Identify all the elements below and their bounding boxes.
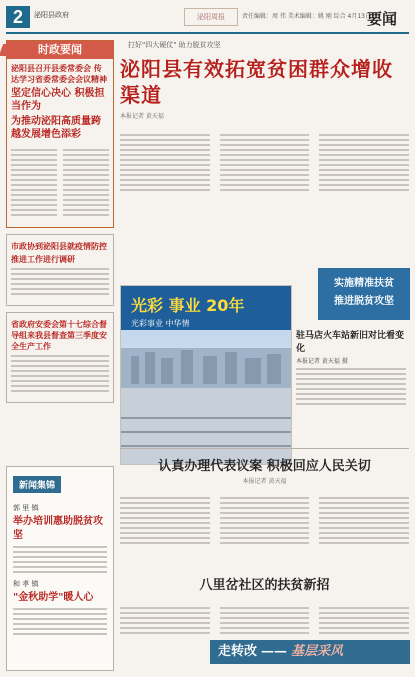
photo-caption: [296, 328, 406, 411]
lower2-title: 八里岔社区的扶贫新招: [199, 578, 330, 593]
cppcc-headline-2: 推进工作进行调研: [11, 255, 75, 264]
town-heading: 新闻集锦: [13, 476, 61, 493]
left-text-col-2: [63, 146, 109, 219]
left-column: [6, 40, 114, 466]
banner-title: 走转改: [218, 644, 258, 659]
article-byline: 本报记者 黄天福: [120, 113, 164, 120]
news-headline-1: 泌阳县召开县委常委会 传达学习省委常委会会议精神: [11, 64, 107, 84]
safety-headline: 省政府安委会第十七综合督导组来我县督查第三季度安全生产工作: [11, 320, 107, 351]
town-title-1: 举办培训惠助脱贫攻坚: [13, 516, 103, 541]
header-rule: [6, 32, 409, 34]
photo-subtitle-text: 光彩事业 中华情: [131, 319, 190, 328]
news-headline-2: 坚定信心决心 积极担当作为: [11, 88, 105, 112]
main-text-col-3: [319, 131, 409, 194]
issue-meta: 责任编辑：周 伟 美术编辑：姚 刚 综合 4月13日: [242, 13, 371, 20]
banner-dash: ——: [261, 644, 288, 659]
cppcc-headline-1: 市政协到泌阳县就疫情防控: [11, 242, 107, 251]
main-article: [120, 40, 409, 466]
caption-byline: 本报记者 黄天福 摄: [296, 358, 348, 365]
town-text-2: [13, 608, 107, 635]
left-text-col-1: [11, 146, 57, 219]
slogan-line-2: 推进脱贫攻坚: [334, 296, 394, 307]
article-headline: 泌阳县有效拓宽贫困群众增收渠道: [120, 57, 393, 107]
town-subheading-1: 郭 里 镇: [13, 504, 39, 512]
town-news-box: [6, 466, 114, 671]
slogan-box: [318, 268, 410, 320]
politics-news-box: [6, 40, 114, 228]
lower-text-col-3: [319, 494, 409, 547]
lower2-text-col-3: [319, 604, 409, 637]
railway-station-photo: [120, 285, 292, 465]
cppcc-news-box: [6, 234, 114, 306]
paper-logo: 泌阳周报: [184, 8, 238, 26]
left-text-columns: [11, 143, 109, 225]
main-text-col-1: [120, 131, 210, 194]
main-text-columns: [120, 128, 409, 200]
photo-illustration: [121, 286, 291, 464]
caption-title: 驻马店火车站新旧对比看变化: [296, 331, 405, 354]
section-label: 时政要闻: [7, 41, 113, 59]
section-title: 要闻: [366, 10, 397, 28]
town-subheading-2: 和 孝 镇: [13, 580, 39, 588]
slogan-line-1: 实施精准扶贫: [334, 278, 394, 289]
photo-brand-text: 光彩 事业 20年: [131, 296, 245, 315]
lower2-text-col-2: [220, 604, 310, 637]
page-number: 2: [6, 6, 30, 28]
banner-rest: 基层采风: [291, 644, 344, 659]
lower-rule: [120, 448, 409, 449]
paper-name: 泌阳县政府: [34, 11, 69, 19]
lower-title: 认真办理代表议案 积极回应人民关切: [158, 459, 371, 474]
lower2-text-col-1: [120, 604, 210, 637]
article-kicker: 打好"四大硬仗" 助力脱贫攻坚: [128, 41, 221, 49]
town-text-1: [13, 546, 107, 573]
lower-byline: 本报记者 黄天福: [242, 478, 287, 485]
town-title-2: "金秋助学"暖人心: [13, 592, 94, 603]
column-banner: [210, 640, 410, 664]
lower-text-columns: [120, 491, 409, 553]
masthead: [6, 6, 409, 32]
news-headline-3: 为推动泌阳高质量跨越发展增色添彩: [11, 116, 101, 140]
main-text-col-2: [220, 131, 310, 194]
lower2-text-columns: [120, 601, 409, 643]
lower-text-col-1: [120, 494, 210, 547]
lower-text-col-2: [220, 494, 310, 547]
safety-news-box: [6, 312, 114, 403]
